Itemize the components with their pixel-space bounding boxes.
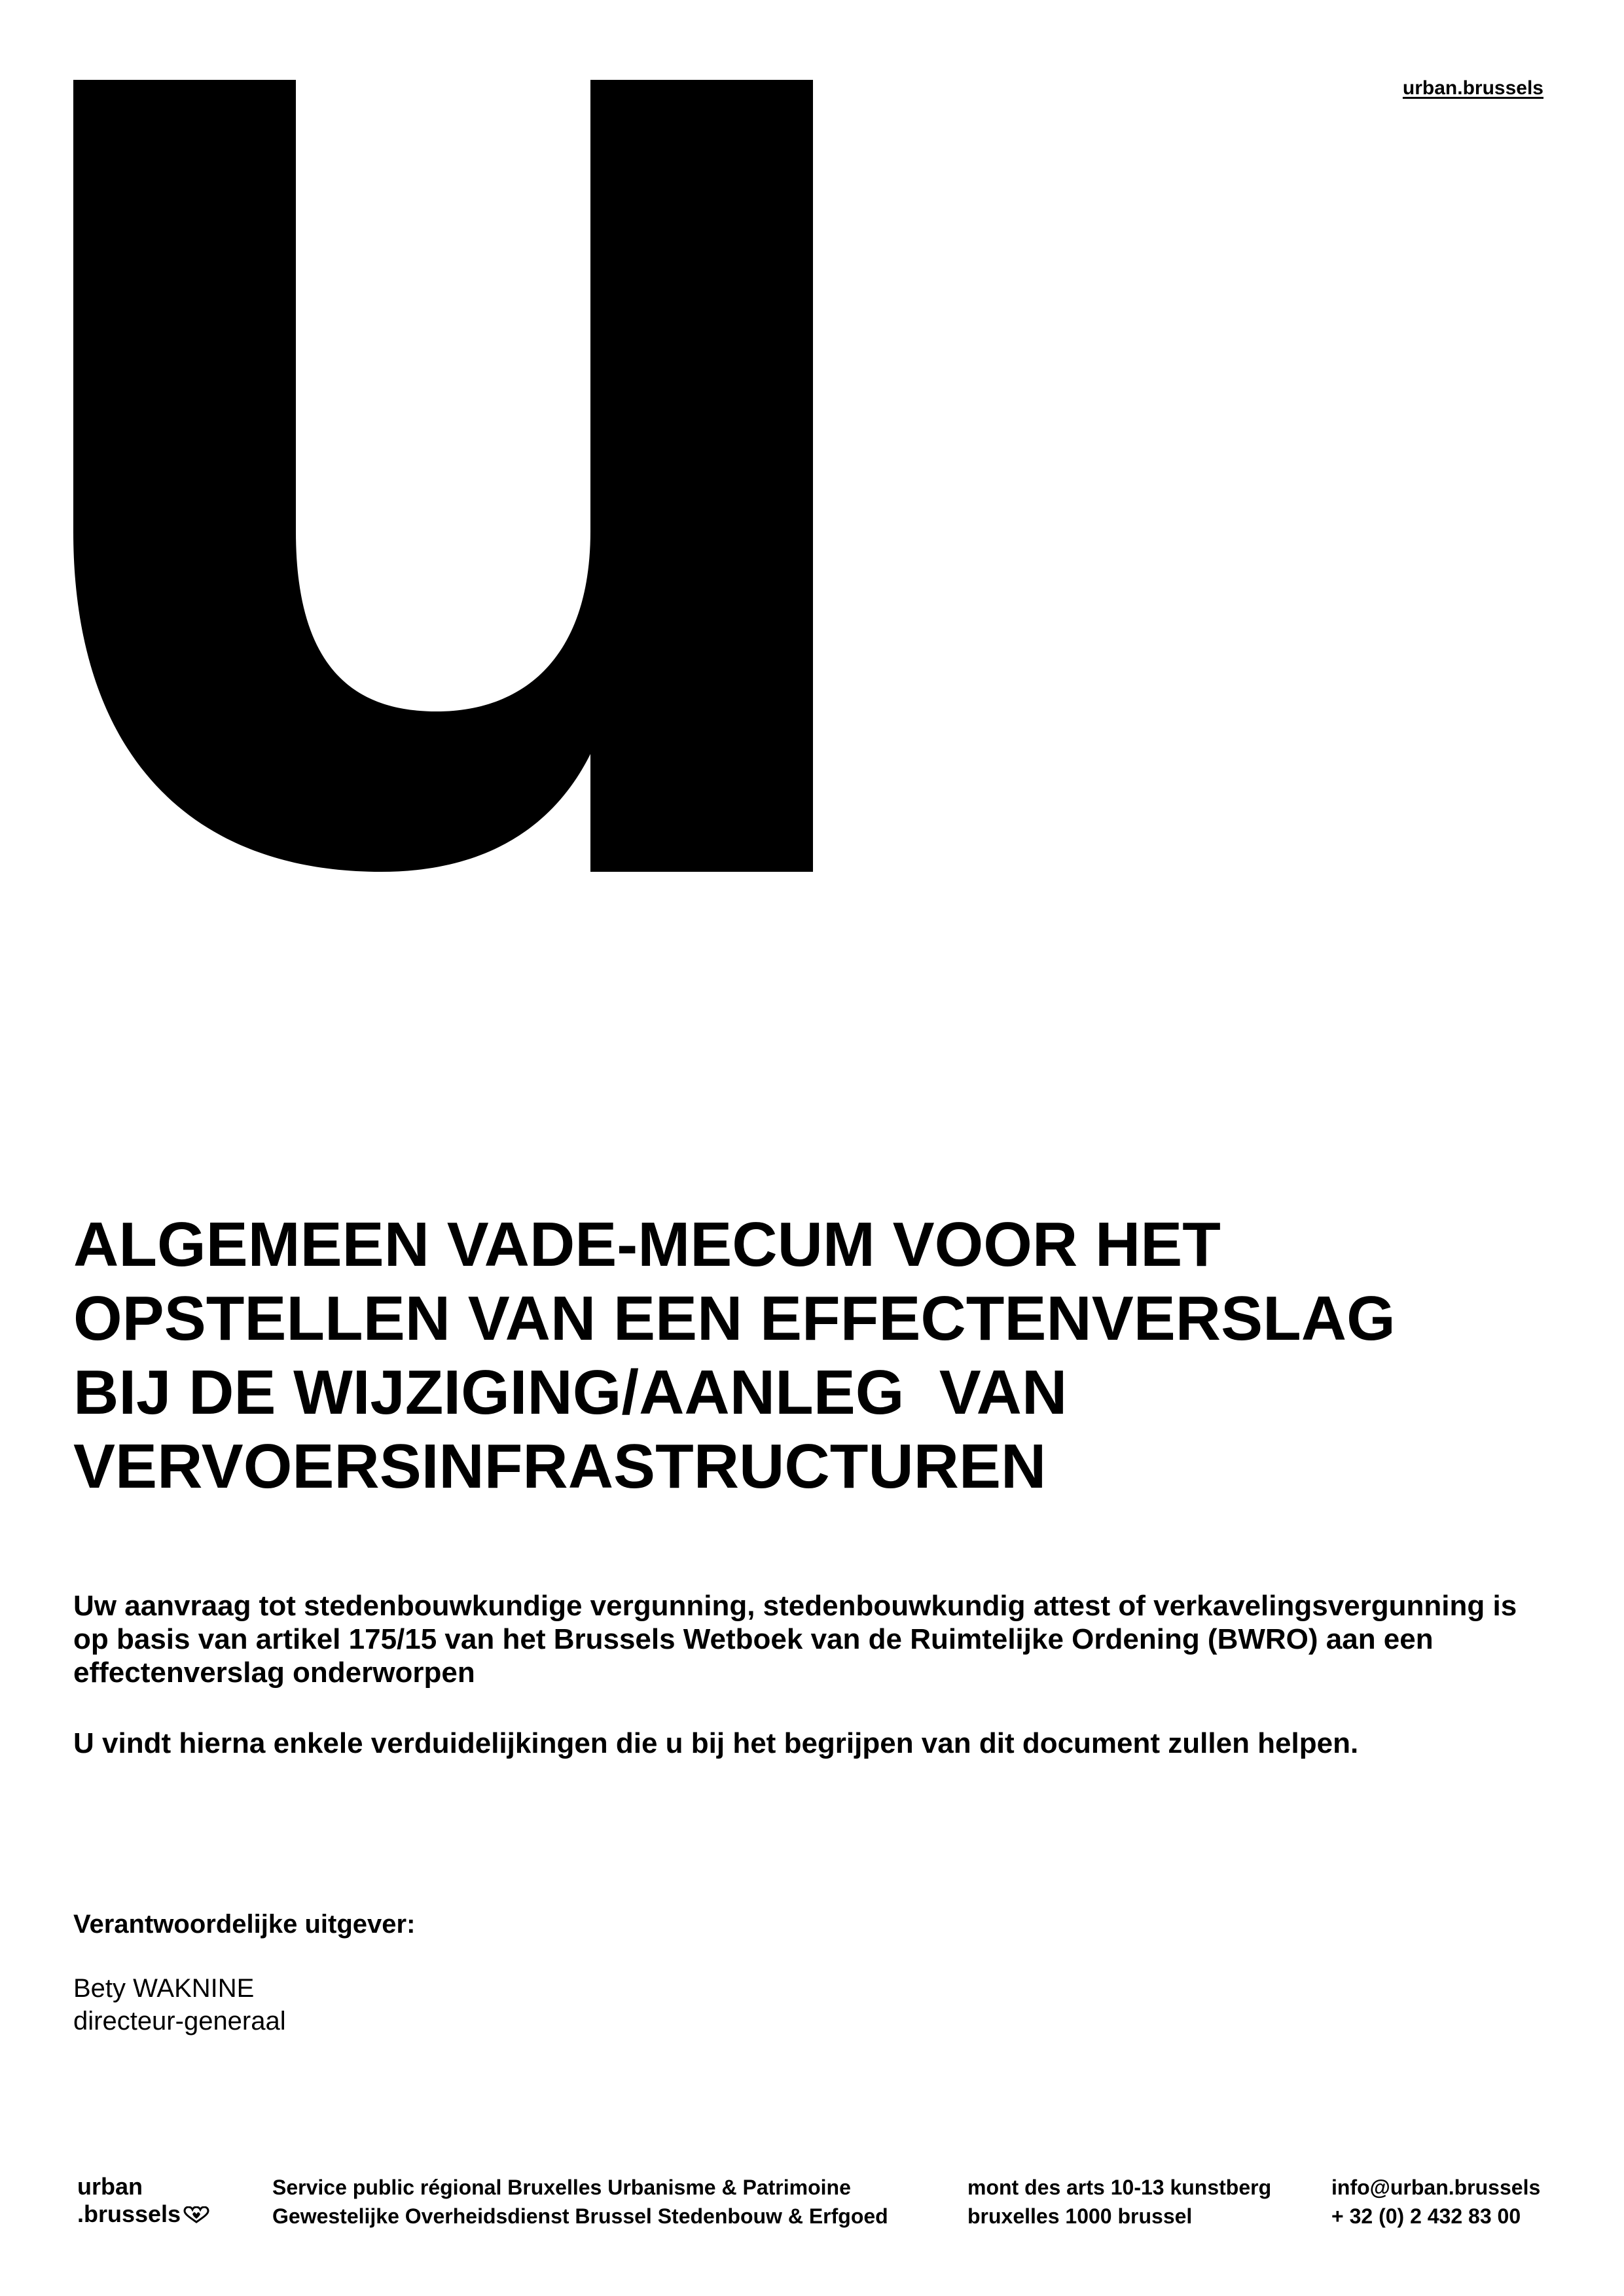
contact-phone[interactable]: + 32 (0) 2 432 83 00	[1331, 2204, 1521, 2228]
address-line-1: mont des arts 10-13 kunstberg	[967, 2176, 1272, 2199]
letter-u-logo	[73, 80, 813, 872]
site-link[interactable]: urban.brussels	[1402, 77, 1543, 99]
footer-brand	[77, 2173, 209, 2229]
brand-line-2	[77, 2200, 209, 2229]
brand-line-2-text: .brussels	[77, 2200, 181, 2227]
title-line: BIJ DE WIJZIGING/AANLEG VAN	[73, 1357, 1068, 1427]
title-line: VERVOERSINFRASTRUCTUREN	[73, 1431, 1047, 1501]
intro-paragraph: Uw aanvraag tot stedenbouwkundige vergunning, stedenbouwkundig attest of verkavelingsvergunning is op basis van artikel 175/15 van het Brussels Wetboek van de Ruimtelijke Ordening (BWRO) aan een effectenverslag onderworpen	[73, 1590, 1517, 1689]
contact-email[interactable]: info@urban.brussels	[1331, 2176, 1541, 2199]
org-nl: Gewestelijke Overheidsdienst Brussel Stedenbouw & Erfgoed	[272, 2204, 888, 2228]
publisher-label: Verantwoordelijke uitgever:	[73, 1910, 416, 1939]
org-fr: Service public régional Bruxelles Urbanisme & Patrimoine	[272, 2176, 851, 2199]
footer-address	[967, 2173, 1271, 2231]
title-line: OPSTELLEN VAN EEN EFFECTENVERSLAG	[73, 1283, 1396, 1354]
intro-note: U vindt hierna enkele verduidelijkingen die u bij het begrijpen van dit document zullen helpen.	[73, 1727, 1359, 1759]
title-line: ALGEMEEN VADE-MECUM VOOR HET	[73, 1210, 1221, 1280]
brand-line-1: urban	[77, 2173, 143, 2200]
page-footer	[0, 2173, 1624, 2251]
address-line-2: bruxelles 1000 brussel	[967, 2204, 1193, 2228]
footer-organisation	[272, 2173, 888, 2231]
footer-contact	[1331, 2173, 1540, 2231]
publisher-role: directeur-generaal	[73, 2007, 286, 2036]
iris-heart-icon	[183, 2202, 209, 2229]
document-title	[73, 1208, 1546, 1503]
publisher-name: Bety WAKNINE	[73, 1974, 255, 2003]
